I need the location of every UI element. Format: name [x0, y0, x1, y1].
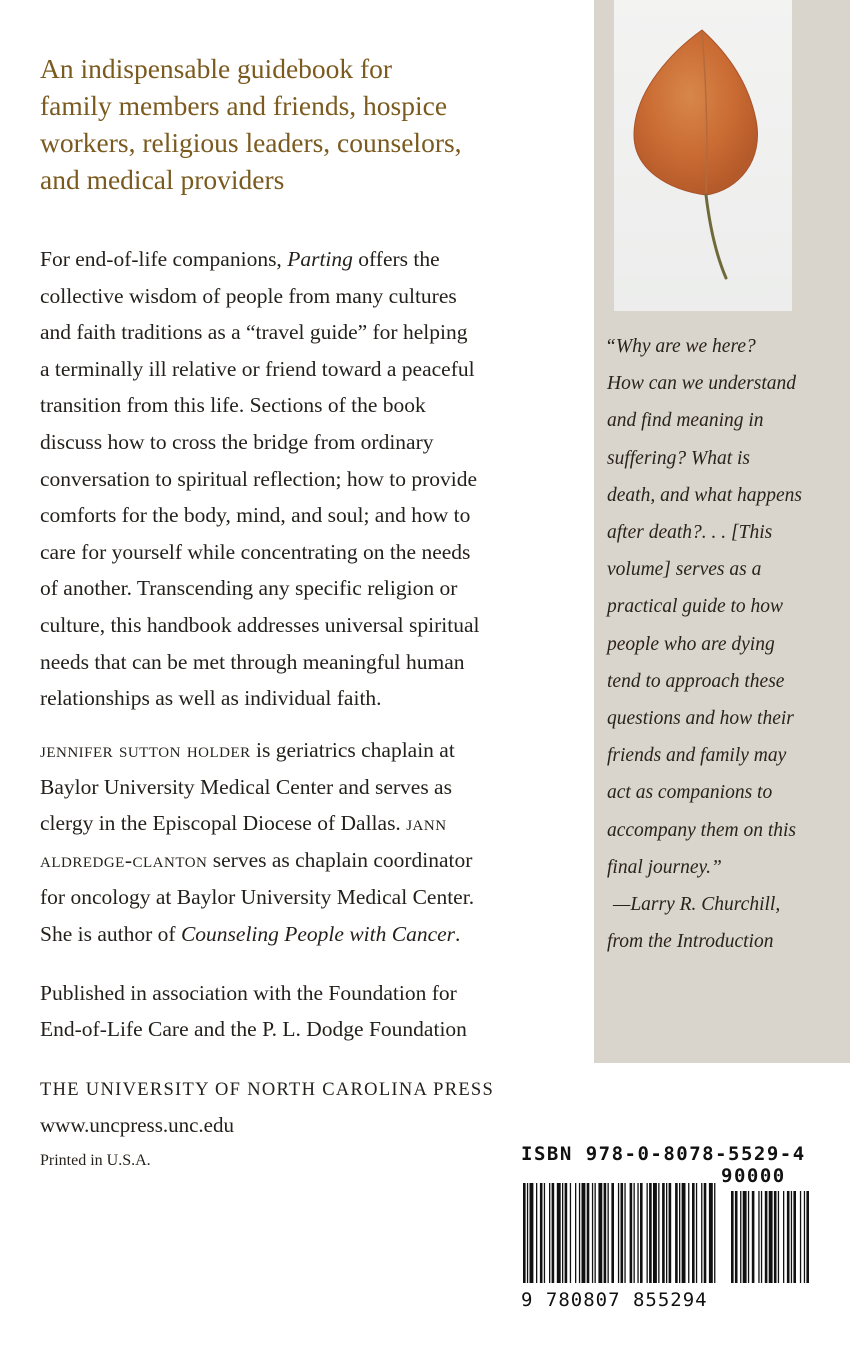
addon-bar: [735, 1191, 738, 1283]
addon-bar: [748, 1191, 749, 1283]
addon-bar: [793, 1191, 796, 1283]
barcode-bar: [714, 1183, 715, 1283]
barcode-bar: [640, 1183, 643, 1283]
barcode-bar: [709, 1183, 713, 1283]
quote-line: act as companions to: [607, 782, 773, 804]
association-line: Published in association with the Foundation for: [40, 981, 457, 1005]
price-addon: 90000: [721, 1165, 786, 1187]
association-note: [40, 975, 580, 1047]
tagline-line: and medical providers: [40, 164, 285, 195]
barcode-bar: [527, 1183, 528, 1283]
addon-bar: [740, 1191, 741, 1283]
addon-bar: [743, 1191, 747, 1283]
barcode-bar: [565, 1183, 568, 1283]
publisher-name: THE UNIVERSITY OF NORTH CAROLINA PRESS: [40, 1080, 495, 1100]
quote-line: final journey.”: [607, 856, 722, 878]
barcode-bar: [669, 1183, 672, 1283]
tagline-line: An indispensable guidebook for: [40, 53, 393, 84]
description-paragraph: [40, 241, 580, 717]
addon-bar: [778, 1191, 779, 1283]
quote-line: “Why are we here?: [605, 336, 756, 357]
quote-line: volume] serves as a: [607, 559, 762, 581]
printed-in: Printed in U.S.A.: [40, 1152, 151, 1169]
barcode-bar: [587, 1183, 590, 1283]
endorsement-quote: [607, 328, 847, 960]
association-line: End-of-Life Care and the P. L. Dodge Foundation: [40, 1017, 467, 1041]
description-line: needs that can be met through meaningful human: [40, 649, 465, 674]
barcode-bar: [679, 1183, 680, 1283]
addon-bar: [752, 1191, 755, 1283]
quote-attribution: from the Introduction: [607, 931, 774, 953]
barcode-digits: 9 780807 855294: [521, 1289, 708, 1311]
quote-line: accompany them on this: [607, 819, 797, 841]
barcode-bar: [598, 1183, 602, 1283]
quote-attribution: —Larry R. Churchill,: [613, 894, 781, 916]
tagline-line: workers, religious leaders, counselors,: [40, 127, 462, 158]
description-line: culture, this handbook addresses universal spiritual: [40, 612, 480, 637]
tagline: [40, 50, 580, 198]
tagline-line: family members and friends, hospice: [40, 90, 448, 121]
author-name: jann: [406, 811, 447, 836]
addon-bar: [783, 1191, 784, 1283]
barcode-bar: [523, 1183, 526, 1283]
barcode-bars: [521, 1183, 814, 1288]
quote-line: death, and what happens: [607, 484, 802, 506]
barcode-bar: [536, 1183, 537, 1283]
barcode-bar: [704, 1183, 707, 1283]
description-line: and faith traditions as a “travel guide” for helping: [40, 320, 468, 345]
quote-line: tend to approach these: [607, 670, 785, 692]
leaf-photo: [614, 0, 792, 311]
bio-line: Baylor University Medical Center and serves as: [40, 774, 452, 799]
barcode-bar: [592, 1183, 593, 1283]
quote-line: friends and family may: [607, 745, 787, 767]
other-book-title: Counseling People with Cancer: [180, 921, 456, 946]
quote-line: practical guide to how: [607, 596, 784, 618]
barcode-bar: [582, 1183, 586, 1283]
barcode-bar: [624, 1183, 625, 1283]
quote-line: people who are dying: [607, 633, 775, 655]
description-line: comforts for the body, mind, and soul; and how to: [40, 503, 471, 528]
author-name: jennifer sutton holder: [40, 738, 251, 762]
barcode-bar: [562, 1183, 563, 1283]
barcode-bar: [570, 1183, 571, 1283]
barcode-bar: [530, 1183, 534, 1283]
description-line: transition from this life. Sections of the book: [40, 393, 426, 418]
barcode-bar: [692, 1183, 695, 1283]
barcode-bar: [552, 1183, 555, 1283]
addon-bar: [800, 1191, 801, 1283]
addon-bar: [731, 1191, 734, 1283]
quote-line: How can we understand: [607, 373, 797, 395]
addon-bar: [761, 1191, 762, 1283]
description-line: a terminally ill relative or friend toward a peaceful: [40, 356, 475, 381]
barcode-bar: [675, 1183, 678, 1283]
barcode-bar: [540, 1183, 543, 1283]
addon-bar: [769, 1191, 773, 1283]
description-line: of another. Transcending any specific religion or: [40, 576, 458, 601]
description-line: conversation to spiritual reflection; how to provide: [40, 466, 478, 491]
description-line: care for yourself while concentrating on the needs: [40, 539, 471, 564]
description-line: collective wisdom of people from many cultures: [40, 283, 457, 308]
barcode-bar: [604, 1183, 607, 1283]
barcode-bar: [618, 1183, 619, 1283]
quote-line: questions and how their: [607, 708, 794, 730]
quote-line: and find meaning in: [607, 410, 764, 432]
description-line: For end-of-life companions, Parting offers the: [40, 247, 440, 271]
bio-line: jennifer sutton holder is geriatrics chaplain at: [40, 738, 455, 762]
description-line: discuss how to cross the bridge from ordinary: [40, 429, 434, 454]
barcode-bar: [595, 1183, 596, 1283]
barcode-bar: [701, 1183, 702, 1283]
addon-bar: [791, 1191, 792, 1283]
barcode-bar: [696, 1183, 697, 1283]
barcode-bar: [549, 1183, 550, 1283]
barcode-bar: [611, 1183, 614, 1283]
bio-line: aldredge-clanton serves as chaplain coordinator: [40, 848, 473, 873]
barcode-bar: [682, 1183, 686, 1283]
bio-line: for oncology at Baylor University Medical Center.: [40, 884, 475, 909]
quote-line: suffering? What is: [607, 447, 751, 469]
isbn-number: ISBN 978-0-8078-5529-4: [521, 1143, 806, 1165]
addon-bar: [804, 1191, 805, 1283]
barcode-bar: [688, 1183, 689, 1283]
barcode-bar: [575, 1183, 576, 1283]
barcode-bar: [634, 1183, 635, 1283]
bio-line: clergy in the Episcopal Diocese of Dallas. jann: [40, 811, 447, 836]
barcode-bar: [649, 1183, 652, 1283]
addon-bar: [765, 1191, 768, 1283]
sidebar-panel: [594, 0, 850, 1063]
bio-line: She is author of Counseling People with Cancer.: [40, 921, 461, 946]
barcode-bar: [608, 1183, 609, 1283]
isbn-barcode: [521, 1143, 814, 1313]
barcode-bar: [658, 1183, 659, 1283]
barcode-bar: [666, 1183, 667, 1283]
barcode-bar: [544, 1183, 545, 1283]
book-title: Parting: [287, 247, 353, 271]
barcode-bar: [637, 1183, 638, 1283]
addon-bar: [774, 1191, 777, 1283]
publisher-url: www.uncpress.unc.edu: [40, 1113, 235, 1137]
author-bio: [40, 732, 580, 952]
barcode-bar: [653, 1183, 657, 1283]
author-name: aldredge-clanton: [40, 848, 208, 873]
barcode-bar: [579, 1183, 580, 1283]
barcode-bar: [630, 1183, 633, 1283]
addon-bar: [758, 1191, 759, 1283]
description-line: relationships as well as individual faith.: [40, 686, 382, 711]
addon-bar: [806, 1191, 809, 1283]
addon-bar: [787, 1191, 790, 1283]
barcode-bar: [647, 1183, 648, 1283]
leaf-icon: [614, 0, 792, 311]
barcode-bar: [662, 1183, 665, 1283]
barcode-bar: [557, 1183, 561, 1283]
quote-line: after death?. . . [This: [607, 522, 773, 544]
barcode-bar: [621, 1183, 624, 1283]
